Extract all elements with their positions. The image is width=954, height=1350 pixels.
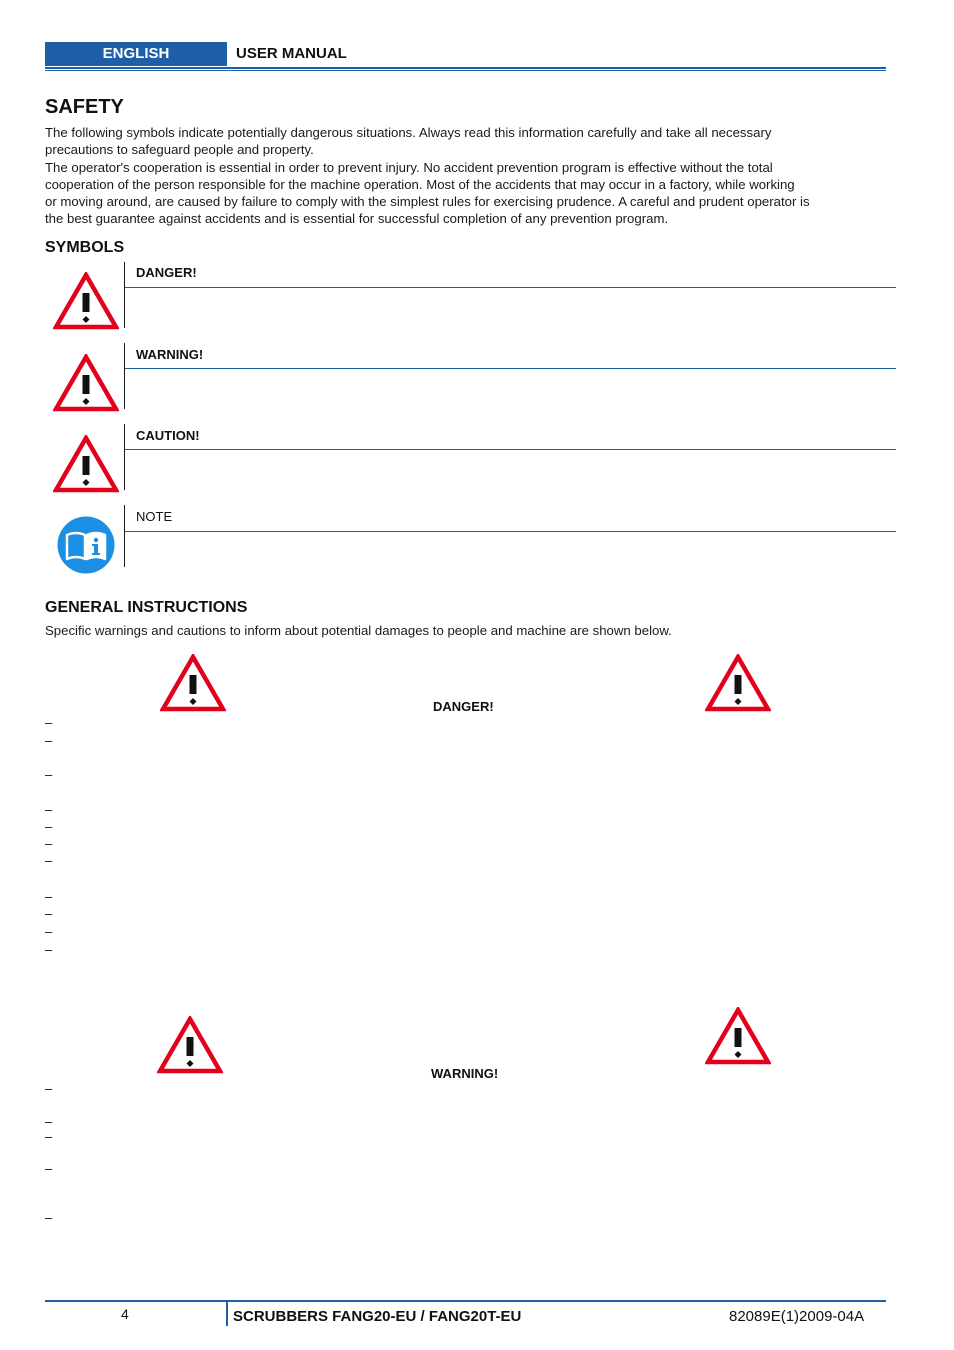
intro-line: precautions to safeguard people and property. xyxy=(45,142,314,158)
symbol-label-warning: WARNING! xyxy=(136,347,204,362)
header-rule xyxy=(45,67,886,69)
symbol-divider xyxy=(124,424,125,490)
symbol-divider xyxy=(124,505,125,567)
warning-triangle-icon xyxy=(53,354,119,412)
list-bullet: – xyxy=(45,715,53,730)
list-bullet: – xyxy=(45,1210,53,1225)
intro-line: cooperation of the person responsible for the machine operation. Most of the accidents that may occur in a factory, while working xyxy=(45,176,795,192)
language-tab: ENGLISH xyxy=(45,42,227,66)
list-bullet: – xyxy=(45,853,53,868)
warning-triangle-icon xyxy=(160,654,226,712)
document-type: USER MANUAL xyxy=(236,45,347,62)
section-title-general-instructions: GENERAL INSTRUCTIONS xyxy=(45,599,248,616)
footer-divider xyxy=(226,1302,228,1326)
warning-heading: WARNING! xyxy=(431,1066,499,1081)
header-rule-thin xyxy=(45,70,886,71)
warning-triangle-icon xyxy=(53,272,119,330)
list-bullet: – xyxy=(45,906,53,921)
list-bullet: – xyxy=(45,733,53,748)
list-bullet: – xyxy=(45,942,53,957)
manual-info-icon xyxy=(57,516,115,574)
section-title-safety: SAFETY xyxy=(45,96,124,118)
product-name: SCRUBBERS FANG20-EU / FANG20T-EU xyxy=(233,1308,522,1325)
danger-heading: DANGER! xyxy=(433,699,494,714)
symbol-rule xyxy=(125,449,896,450)
list-bullet: – xyxy=(45,1129,53,1144)
symbol-label-caution: CAUTION! xyxy=(136,428,200,443)
safety-intro xyxy=(45,124,890,228)
symbol-label-danger: DANGER! xyxy=(136,265,197,280)
warning-triangle-icon xyxy=(705,1007,771,1065)
list-bullet: – xyxy=(45,1161,53,1176)
symbol-rule xyxy=(125,287,896,288)
list-bullet: – xyxy=(45,819,53,834)
list-bullet: – xyxy=(45,1114,53,1129)
section-title-symbols: SYMBOLS xyxy=(45,239,125,256)
list-bullet: – xyxy=(45,924,53,939)
intro-line: the best guarantee against accidents and is essential for successful completion of any prevention program. xyxy=(45,211,669,227)
symbol-label-note: NOTE xyxy=(136,509,173,524)
list-bullet: – xyxy=(45,767,53,782)
page-number: 4 xyxy=(121,1306,129,1322)
intro-line: The following symbols indicate potentially dangerous situations. Always read this information carefully and take all necessary xyxy=(45,125,772,140)
list-bullet: – xyxy=(45,889,53,904)
list-bullet: – xyxy=(45,1081,53,1096)
warning-triangle-icon xyxy=(157,1016,223,1074)
symbol-divider xyxy=(124,343,125,409)
list-bullet: – xyxy=(45,802,53,817)
document-code: 82089E(1)2009-04A xyxy=(729,1308,865,1325)
symbol-divider xyxy=(124,262,125,328)
symbol-rule xyxy=(125,531,896,532)
list-bullet: – xyxy=(45,836,53,851)
intro-line: The operator's cooperation is essential in order to prevent injury. No accident prevention program is effective without the total xyxy=(45,159,773,175)
warning-triangle-icon xyxy=(53,435,119,493)
footer-rule xyxy=(45,1300,886,1302)
warning-triangle-icon xyxy=(705,654,771,712)
symbol-rule xyxy=(125,368,896,369)
intro-line: or moving around, are caused by failure to comply with the simplest rules for exercising prudence. A careful and prudent operator is xyxy=(45,194,810,210)
general-intro: Specific warnings and cautions to inform about potential damages to people and machine are shown below. xyxy=(45,623,672,638)
